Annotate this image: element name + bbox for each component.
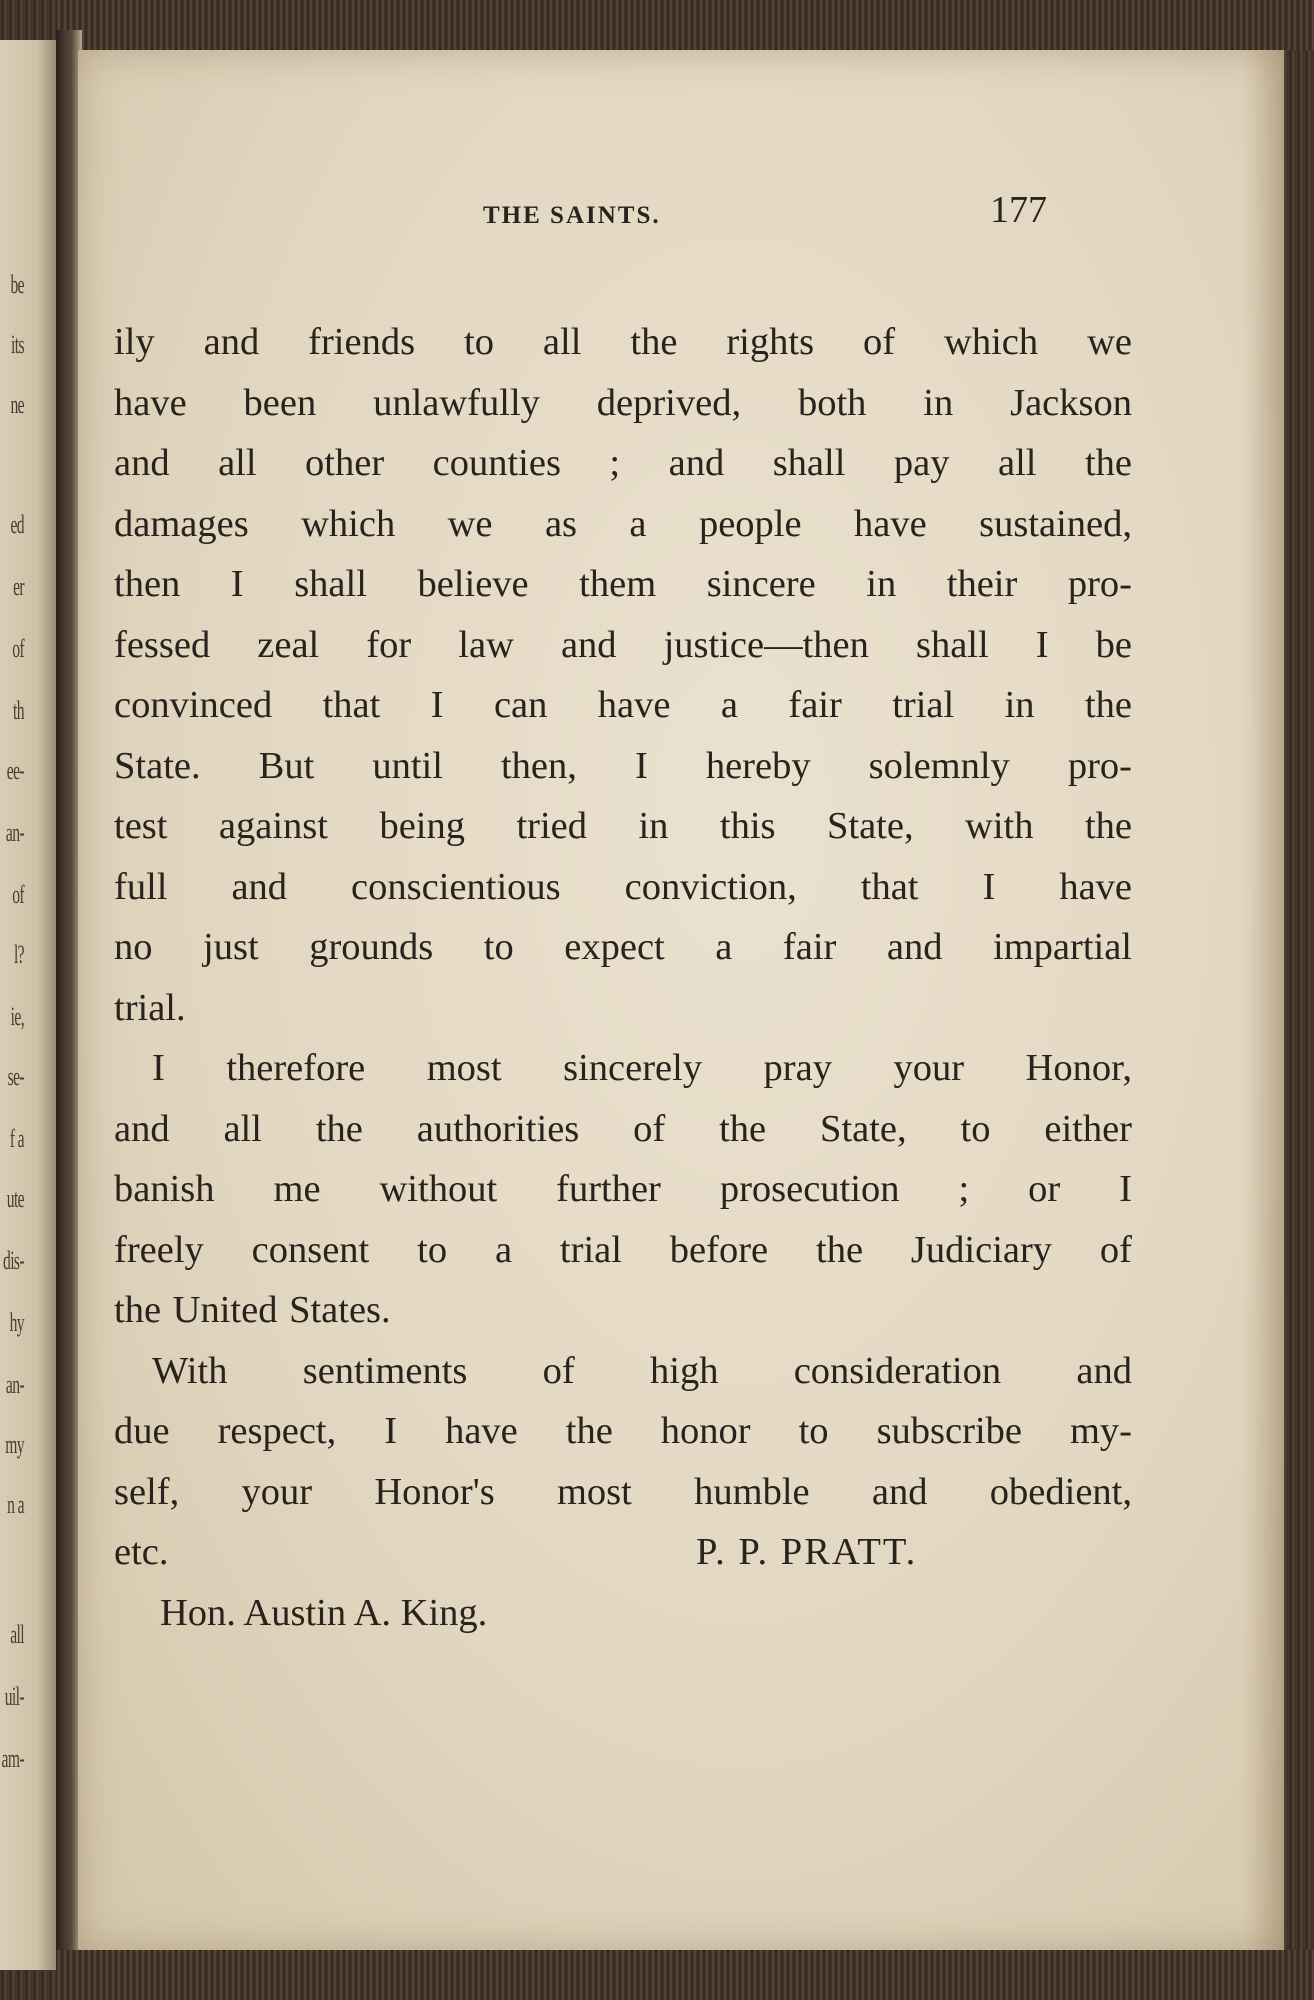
facing-fragment: am- [1,1744,25,1773]
text-line: the United States. [114,1289,391,1331]
text-line: fessed zeal for law and justice—then shall I be [114,623,1132,666]
facing-fragment: an- [5,818,25,847]
signature-line [114,1522,1132,1583]
facing-fragment: ie, [10,1002,24,1031]
text-line: and all other counties ; and shall pay all the [114,442,1132,484]
text-line: full and conscientious conviction, that I have [114,865,1132,908]
text-line: With sentiments of high consideration and [152,1349,1132,1392]
text-line: and all the authorities of the State, to either [114,1107,1132,1150]
text-line: ily and friends to all the rights of which we [114,321,1132,363]
facing-fragment: all [10,1620,24,1649]
facing-fragment: ed [10,510,24,539]
text-line: damages which we as a people have sustained, [114,502,1132,545]
binding-bottom-band [56,1950,1314,2000]
text-line: have been unlawfully deprived, both in Jackson [114,381,1132,424]
facing-fragment: my [5,1430,25,1459]
signoff-etc: etc. [114,1531,169,1573]
signature: P. P. PRATT. [696,1531,918,1573]
facing-fragment: of [12,634,24,663]
facing-fragment: be [10,270,24,299]
body-text [114,312,1132,1643]
facing-fragment: its [11,330,24,359]
facing-fragment: hy [9,1308,24,1337]
text-line: banish me without further prosecution ; or I [114,1168,1132,1210]
text-line: convinced that I can have a fair trial in the [114,684,1132,726]
page-edge-shading [1244,50,1284,1950]
facing-fragment: n a [7,1490,25,1519]
text-line: self, your Honor's most humble and obedient, [114,1470,1132,1513]
facing-fragment: ute [6,1184,24,1213]
text-line: freely consent to a trial before the Judiciary of [114,1228,1132,1271]
facing-fragment: of [12,880,24,909]
text-line: I therefore most sincerely pray your Honor, [152,1047,1132,1089]
facing-fragment: l? [13,940,24,969]
facing-fragment: se- [7,1062,25,1091]
text-line: then I shall believe them sincere in their pro- [114,563,1132,605]
facing-fragment: uil- [4,1682,24,1711]
page-header [78,188,1284,238]
facing-page-edge [0,40,62,1970]
binding-top-band [56,0,1314,50]
text-line: trial. [114,986,186,1029]
facing-fragment: an- [5,1370,25,1399]
facing-fragment: f a [9,1124,24,1153]
text-line: test against being tried in this State, with the [114,805,1132,847]
text-line: due respect, I have the honor to subscribe my- [114,1410,1132,1452]
text-line: State. But until then, I hereby solemnly pro- [114,744,1132,787]
book-page [78,50,1284,1950]
facing-fragment: ee- [6,756,25,785]
facing-fragment: er [13,572,24,601]
addressee: Hon. Austin A. King. [160,1591,488,1634]
facing-fragment: th [13,696,24,725]
text-line: no just grounds to expect a fair and impartial [114,926,1132,968]
running-head: THE SAINTS. [483,202,661,229]
page-number: 177 [990,189,1047,231]
facing-fragment: dis- [3,1246,24,1275]
facing-fragment: ne [10,390,24,419]
